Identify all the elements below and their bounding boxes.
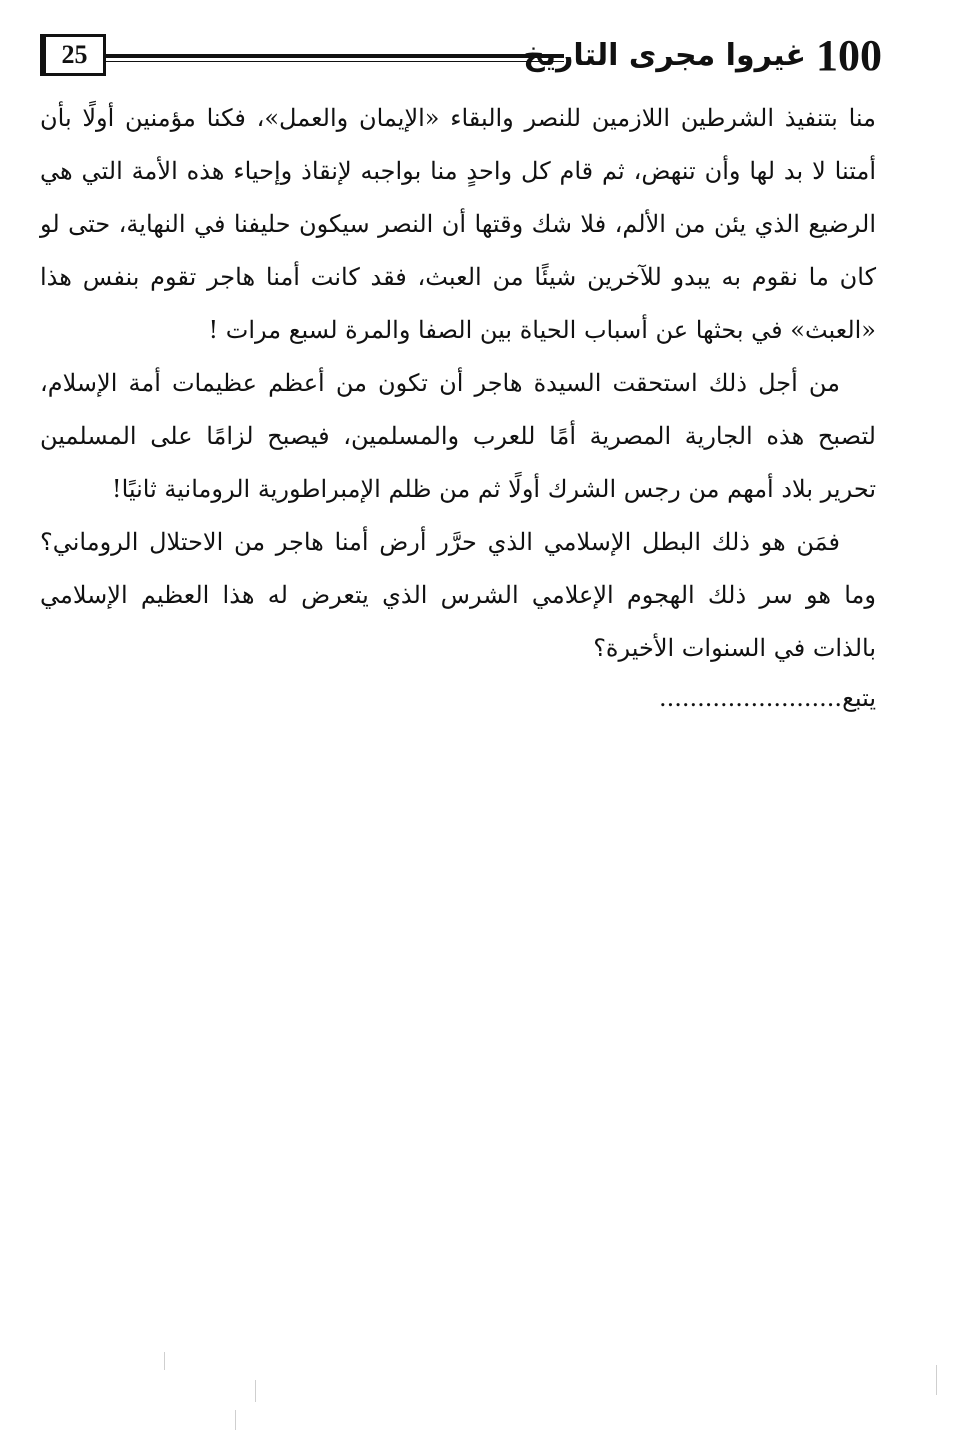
page-number: 25 [40,34,106,76]
scan-mark [235,1410,236,1430]
paragraph-2: من أجل ذلك استحقت السيدة هاجر أن تكون من أعظم عظيمات أمة الإسلام، لتصبح هذه الجارية المصرية أمًا للعرب والمسلمين، فيصبح لزامًا على المسلمين تحرير بلاد أمهم من رجس الشرك أولًا ثم من ظلم الإمبراطورية الرومانية ثانيًا! [40,369,876,503]
page-header [40,26,882,84]
paragraph-3: فمَن هو ذلك البطل الإسلامي الذي حرَّر أرض أمنا هاجر من الاحتلال الروماني؟ وما هو سر ذلك الهجوم الإعلامي الشرس الذي يتعرض له هذا العظيم الإسلامي بالذات في السنوات الأخيرة؟ [40,528,876,662]
book-title-text: غيروا مجرى التاريخ [523,37,806,73]
scan-mark [164,1352,165,1370]
book-title [523,26,882,84]
header-rule [106,54,564,58]
book-title-number: 100 [816,30,882,80]
paragraph-1: منا بتنفيذ الشرطين اللازمين للنصر والبقاء «الإيمان والعمل»، فكنا مؤمنين أولًا بأن أمتنا لا بد لها وأن تنهض، ثم قام كل واحدٍ منا بواجبه لإنقاذ وإحياء هذه الأمة التي هي الرضيع الذي يئن من الألم، فلا شك وقتها أن النصر سيكون حليفنا في النهاية، حتى لو كان ما نقوم به يبدو للآخرين شيئًا من العبث، فقد كانت أمنا هاجر تقوم بنفس هذا «العبث» في بحثها عن أسباب الحياة بين الصفا والمرة لسبع مرات ! [40,104,877,344]
scan-mark [936,1365,937,1395]
scan-mark [255,1380,256,1402]
to-be-continued: يتبع........................ [658,684,876,712]
header-rule-thin [106,61,564,62]
body-text [40,92,876,675]
